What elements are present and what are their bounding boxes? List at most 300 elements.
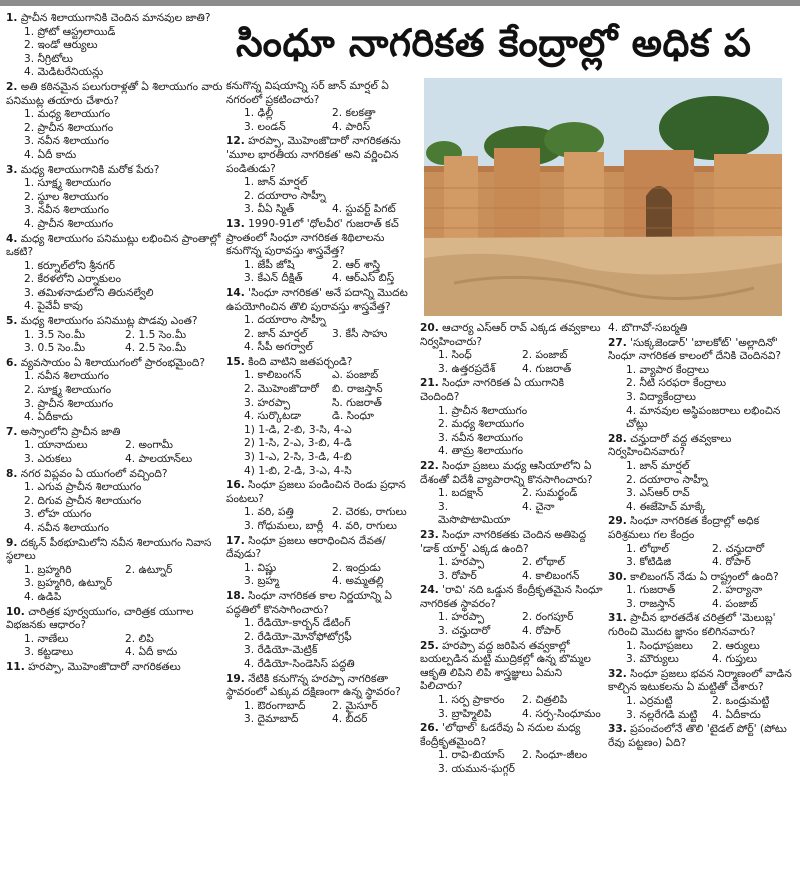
- answer-option: 2. లిపి: [125, 632, 154, 645]
- question-item: [6, 81, 226, 163]
- answer-option: 4. ఈజేహెచ్ మాక్కే: [626, 500, 706, 513]
- answer-options-row: [226, 176, 420, 190]
- answer-options-row: [226, 383, 420, 397]
- question-body: కనుగొన్న విషయాన్ని సర్ జాన్ మార్షల్ ఏ నగరంలో ప్రకటించారు?: [226, 80, 389, 106]
- question-item: [420, 460, 606, 528]
- answer-option: 1. గుజరాత్: [626, 584, 676, 597]
- question-item: [420, 722, 606, 776]
- answer-options-row: [6, 53, 226, 67]
- answer-option: 2. సింధూ-జీలం: [522, 749, 588, 762]
- answer-option: 4. సీపీ అగర్వాల్: [244, 341, 313, 354]
- answer-options-row: [608, 584, 798, 598]
- answer-options-row: [226, 631, 420, 645]
- answer-options-row: [226, 107, 420, 121]
- answer-option: 3. నవీన శిలాయుగం: [24, 204, 110, 217]
- answer-option: 2. ఇండో ఆర్యులు: [24, 39, 98, 52]
- answer-options-row: [226, 272, 420, 286]
- answer-option: 3. ఎస్ఆర్ రావ్: [626, 487, 690, 500]
- answer-option: 4. ఏదీ కాదు: [24, 148, 77, 161]
- question-body: సింధూ ప్రజలు భవన నిర్మాణంలో వాడిన కాల్చిన ఇటుకలను ఏ మట్టితో చేశారు?: [608, 667, 792, 694]
- question-item: [6, 315, 226, 356]
- question-item: [226, 356, 420, 478]
- answer-option: 4. 2.5 సెం.మీ: [125, 342, 187, 355]
- answer-option: 3. బ్రహ్మగిరి, ఉట్నూర్: [24, 577, 113, 590]
- question-number: 32.: [608, 667, 627, 680]
- answer-option: 2. చిత్రలిపి: [522, 694, 568, 707]
- question-body: నగర విప్లవం ఏ యుగంలో వచ్చింది?: [20, 467, 168, 480]
- answer-option: 2. సుమర్ఖండ్: [522, 487, 578, 500]
- answer-options-row: [6, 329, 226, 343]
- answer-option: 4. ఏదీ కాదు: [125, 646, 178, 659]
- answer-option: 3. రాజస్తాన్: [626, 597, 676, 610]
- question-item: [226, 479, 420, 533]
- answer-option: 1. హరప్పా: [438, 556, 485, 569]
- answer-option: 4. గుప్తులు: [712, 653, 758, 666]
- question-text: [6, 81, 226, 108]
- answer-option: 1. ఎగువ ప్రాచీన శిలాయుగం: [24, 481, 142, 494]
- answer-option: 4. పైవేవీ కావు: [24, 300, 83, 313]
- answer-option: 4. ప్రాచీన శిలాయుగం: [24, 217, 114, 230]
- answer-option: 3. దైమాబాద్: [244, 713, 299, 726]
- answer-options-row: [226, 562, 420, 576]
- answer-options-row: [226, 424, 420, 438]
- answer-option: 1. నాణేలు: [24, 632, 69, 645]
- question-body: నేటికి కనుగొన్న హరప్పా నాగరికతా స్థావరంలో ఎక్కువ దక్షిణంగా ఉన్న స్థావరం?: [226, 672, 401, 699]
- answer-option: 4. ఏదీకాదు: [712, 708, 761, 721]
- answer-option: 4. పాలయాన్‌లు: [125, 453, 193, 465]
- question-body: చన్హుదారో వద్ద తవ్వకాలు నిర్వహించినవారు?: [608, 432, 732, 459]
- question-text: [226, 287, 420, 314]
- answer-option: 3. బ్రాహ్మిలిపి: [438, 707, 492, 720]
- answer-options-row: [226, 397, 420, 411]
- answer-options-row: [226, 369, 420, 383]
- question-text: [608, 571, 798, 585]
- answer-option: 2. రంగపూర్: [522, 611, 574, 624]
- answer-options-row: [6, 66, 226, 80]
- question-item: [420, 322, 606, 376]
- answer-option: ఎ. పంజాబ్: [332, 369, 379, 382]
- answer-option: 2. సూక్ష్మ శిలాయుగం: [24, 384, 112, 397]
- answer-options-row: [226, 121, 420, 135]
- top-border: [0, 0, 800, 6]
- question-item: [6, 468, 226, 536]
- answer-option: 3. ఎరుకలు: [24, 453, 72, 465]
- answer-option: 4. మానవుల అస్థిపంజరాలు లభించిన చోట్లు: [626, 404, 781, 431]
- question-item: [226, 673, 420, 727]
- question-text: [6, 537, 226, 564]
- ruins-photo: [424, 78, 782, 316]
- answer-options-row: [420, 432, 606, 446]
- question-body: మధ్య శిలాయుగానికి మరోక పేరు?: [20, 163, 160, 176]
- question-text: [420, 529, 606, 556]
- answer-option: 4. ఉడిపి: [24, 590, 62, 603]
- question-number: 5.: [6, 315, 18, 328]
- answer-option: 1. ఔరంగాబాద్: [244, 699, 306, 712]
- question-body: వ్యవసాయం ఏ శిలాయుగంలో ప్రారంభమైంది?: [20, 356, 205, 369]
- question-item: [420, 377, 606, 459]
- question-number: 2.: [6, 80, 18, 93]
- answer-options-row: [608, 598, 798, 612]
- question-number: 27.: [608, 336, 627, 349]
- question-body: సింధూ నాగరికత కేంద్రాల్లో అధిక పరిశ్రమలు గల కేంద్రం: [608, 515, 760, 541]
- answer-option: 1. సూక్ష్మ శిలాయుగం: [24, 177, 112, 190]
- answer-option: 1. సర్ప ప్రాకారం: [438, 694, 505, 707]
- answer-option: 1. మధ్య శిలాయుగం: [24, 108, 111, 121]
- answer-options-row: [6, 508, 226, 522]
- answer-options-row: [608, 474, 798, 488]
- answer-options-row: [226, 410, 420, 424]
- question-item: [226, 590, 420, 672]
- question-body: చారిత్రక పూర్వయుగం, చారిత్రక యుగాల విభజనకు ఆధారం?: [6, 605, 194, 632]
- question-body: 1990-91లో 'ధోలవీర' గుజరాత్ కచ్ ప్రాంతంలో సింధూ నాగరికత శిథిలాలను కనుగొన్న పురావస్తు శాస్త్రవేత్త?: [226, 217, 399, 258]
- question-body: 'సుక్కజెండార్' 'బాలకోట్' 'అల్లాదినో' సింధూ నాగరికత కాలంలో దేనికి చెందినవి?: [608, 336, 781, 363]
- answer-option: 1. జేపీ జోషి: [244, 258, 295, 271]
- answer-options-row: [6, 495, 226, 509]
- question-text: [226, 590, 420, 617]
- answer-option: 3. మౌర్యులు: [626, 653, 679, 666]
- answer-option: 2. మధ్య శిలాయుగం: [438, 418, 525, 431]
- answer-option: 3. 0.5 సెం.మీ: [24, 342, 86, 355]
- question-item: [6, 537, 226, 605]
- answer-option: 3. కేసీ సాహు: [332, 327, 388, 340]
- question-text: [6, 315, 226, 329]
- question-number: 9.: [6, 536, 18, 549]
- answer-options-row: [6, 564, 226, 578]
- question-item: [226, 287, 420, 355]
- question-body: 'సింధూ నాగరికత' అనే పదాన్ని మొదట ఉపయోగించిన తొలి పురావస్తు శాస్త్రవేత్త?: [226, 286, 408, 313]
- question-body: సింధూ నాగరికతకు చెందిన అతిపెద్ద 'డాక్ యార్డ్' ఎక్కడ ఉంది?: [420, 528, 587, 555]
- question-item: [6, 357, 226, 425]
- answer-option: 4. చైనా: [522, 500, 555, 513]
- answer-option: 3. తమిళనాడులోని తిరునల్వేలి: [24, 286, 154, 299]
- question-number: 23.: [420, 528, 439, 541]
- answer-options-row: [6, 108, 226, 122]
- question-text: [420, 584, 606, 611]
- answer-options-row: [420, 749, 606, 763]
- question-number: 11.: [6, 660, 25, 673]
- answer-options-row: [6, 591, 226, 605]
- question-number: 13.: [226, 217, 245, 230]
- question-body: దక్కన్ పీఠభూమిలోని నవీన శిలాయుగం నివాస స్థలాలు: [6, 536, 212, 563]
- answer-options-row: [226, 203, 420, 217]
- answer-options-row: [226, 617, 420, 631]
- question-item: [6, 606, 226, 660]
- answer-options-row: [420, 708, 606, 722]
- question-number: 30.: [608, 570, 627, 583]
- answer-option: 1. లోథాల్: [626, 542, 669, 555]
- question-item: [6, 12, 226, 80]
- answer-option: 4. పారిస్: [332, 120, 371, 133]
- answer-options-row: [420, 611, 606, 625]
- answer-option: 3. బ్రహ్మ: [244, 575, 280, 588]
- answer-option: 3. కట్టడాలు: [24, 646, 74, 659]
- question-number: 3.: [6, 163, 18, 176]
- question-body: సింధూ నాగరికత ఏ యుగానికి చెందింది?: [420, 377, 565, 403]
- answer-options-row: [608, 556, 798, 570]
- answer-options-row: [226, 465, 420, 479]
- answer-option: 4. రోపార్: [712, 556, 751, 569]
- answer-option: 3. చన్హుదారో: [438, 625, 491, 638]
- answer-option: 1. సింధూప్రజలు: [626, 639, 693, 652]
- answer-options-row: [420, 625, 606, 639]
- answer-option: 1. యానాదులు: [24, 439, 88, 452]
- question-number: 29.: [608, 515, 627, 528]
- question-number: 24.: [420, 584, 439, 597]
- answer-option: 2. లోథాల్: [522, 556, 565, 569]
- question-text: [608, 612, 798, 639]
- question-number: 22.: [420, 459, 439, 472]
- question-text: [6, 233, 226, 260]
- answer-option: 2. చెరకు, రాగులు: [332, 506, 407, 519]
- question-item: [226, 80, 420, 134]
- question-body: ఆచార్య ఎస్ఆర్ రావ్ ఎక్కడ తవ్వకాలు నిర్వహించారు?: [420, 322, 601, 348]
- answer-options-row: [420, 570, 606, 584]
- page-headline: సింధూ నాగరికత కేంద్రాల్లో అధిక ప: [236, 21, 752, 65]
- answer-option: 1. రావి-బియాస్: [438, 749, 505, 762]
- question-body: ప్రాచీన శిలాయుగానికి చెందిన మానవుల జాతి?: [20, 12, 211, 24]
- question-text: [226, 479, 420, 506]
- answer-option: 3. కేఎన్ దీక్షిత్: [244, 272, 303, 285]
- answer-option: 3. మెసొపొటామియా: [438, 500, 511, 527]
- answer-option: 1. సింధ్: [438, 349, 472, 362]
- answer-option: 2. ఆర్యులు: [712, 639, 760, 652]
- question-column-2: [226, 80, 420, 728]
- answer-options-row: [6, 39, 226, 53]
- question-body: ప్రాచీన భారతదేశ చరిత్రలో 'మెలుబ్ల' గురించి మొదట జ్ఞానం కలిగినవారు?: [608, 612, 776, 639]
- question-number: 18.: [226, 589, 245, 602]
- answer-option: 2. ప్రాచీన శిలాయుగం: [24, 121, 114, 134]
- question-item: [6, 661, 226, 675]
- answer-options-row: [608, 487, 798, 501]
- question-text: [226, 135, 420, 176]
- answer-option: 1. రేడియో-కార్బన్ డేటింగ్: [244, 617, 351, 630]
- answer-option: 2. ఒండ్రుమట్టి: [712, 695, 770, 708]
- question-text: [608, 337, 798, 364]
- answer-options-row: [6, 191, 226, 205]
- answer-options-row: [6, 453, 226, 467]
- answer-option: 4. బీదర్: [332, 713, 368, 726]
- question-item: [608, 571, 798, 612]
- answer-option: 2. స్థూల శిలాయుగం: [24, 190, 109, 203]
- answer-option: 1. వ్యాపార కేంద్రాలు: [626, 363, 710, 376]
- answer-option: 3. లోహ యుగం: [24, 508, 92, 521]
- answer-options-row: [6, 122, 226, 136]
- question-text: [6, 661, 226, 675]
- question-item: [6, 233, 226, 315]
- question-body: 'లోథాల్' ఓడరేవు ఏ నదుల మధ్య కేంద్రీకృతమైంది?: [420, 722, 581, 748]
- answer-options-row: [6, 384, 226, 398]
- question-text: [608, 723, 798, 750]
- question-item: [420, 529, 606, 583]
- answer-options-row: [6, 177, 226, 191]
- answer-options-row: [6, 439, 226, 453]
- answer-option: 2. మైసూర్: [332, 699, 378, 712]
- answer-option: 2. నీటి సరఫరా కేంద్రాలు: [626, 377, 727, 390]
- answer-option: 3. నల్లరేగడి మట్టి: [626, 708, 698, 721]
- answer-option: 1. బ్రహ్మగిరి: [24, 563, 72, 576]
- question-item: [608, 668, 798, 722]
- question-body: మధ్య శిలాయుగం పనిముట్ల పొడవు ఎంత?: [20, 315, 198, 328]
- answer-options-row: [6, 577, 226, 591]
- answer-option: 4. స్టువర్ట్ పిగట్: [332, 203, 396, 216]
- answer-option: 3. నవీన శిలాయుగం: [24, 135, 110, 148]
- answer-option: 1. విష్ణు: [244, 561, 277, 574]
- answer-options-row: [608, 695, 798, 709]
- answer-option: 4. రోపార్: [522, 625, 561, 638]
- question-body: హరప్పా వద్ద జరిపిన తవ్వకాల్లో బయల్పడిన మట్టి ముద్రికల్లో ఉన్న బొమ్మల ఆకృతి లిపిని లిపి శాస్త్రజ్ఞులు ఏమని పిలిచారు?: [420, 639, 591, 693]
- question-item: [608, 723, 798, 750]
- answer-options-row: [6, 522, 226, 536]
- answer-option: 1. బదక్షాన్: [438, 487, 484, 500]
- answer-option: 1. కర్నూల్‌లోని శ్రీనగర్: [24, 259, 115, 272]
- answer-option: 1. దయారాం సాహ్నీ: [244, 314, 326, 327]
- answer-option: 1. ఎర్రమట్టి: [626, 695, 673, 708]
- answer-options-row: [6, 135, 226, 149]
- answer-options-row: [420, 487, 606, 501]
- answer-option: 3. కోటిడిజి: [626, 556, 672, 569]
- answer-option: 2. దయారాం సాహ్నీ: [626, 473, 708, 486]
- answer-options-row: [226, 658, 420, 672]
- answer-options-row: [226, 700, 420, 714]
- answer-option: 3. రోపార్: [438, 569, 477, 582]
- answer-option: డి. సింధూ: [332, 410, 374, 423]
- question-body: హరప్పా, మొహెంజొదారో నాగరికతలు: [28, 660, 181, 673]
- question-text: [226, 80, 420, 107]
- question-number: 17.: [226, 534, 245, 547]
- answer-options-row: [6, 633, 226, 647]
- answer-option: 2. పంజాబ్: [522, 349, 568, 362]
- question-text: [6, 357, 226, 371]
- answer-option: 1. కాలిబంగన్: [244, 369, 302, 382]
- question-number: 33.: [608, 723, 627, 736]
- answer-option: 4. అమ్మతల్లి: [332, 575, 384, 588]
- answer-option: 3. విద్యాకేంద్రాలు: [626, 390, 696, 403]
- answer-options-row: [6, 149, 226, 163]
- question-number: 25.: [420, 639, 439, 652]
- question-text: [6, 164, 226, 178]
- question-text: [6, 606, 226, 633]
- answer-options-row: [226, 506, 420, 520]
- question-number: 12.: [226, 135, 245, 148]
- answer-options-row: [226, 314, 420, 328]
- answer-options-row: [420, 556, 606, 570]
- answer-option: 4. ఏదీకాదు: [24, 411, 73, 424]
- answer-option: 2. ఉట్నూర్: [125, 563, 173, 576]
- answer-option: 3. నీగ్రిటోలు: [24, 52, 73, 65]
- question-number: 1.: [6, 12, 18, 24]
- question-text: [420, 640, 606, 694]
- question-item: [420, 584, 606, 638]
- answer-option: 1. నవీన శిలాయుగం: [24, 370, 110, 383]
- question-number: 26.: [420, 722, 439, 735]
- question-text: [6, 12, 226, 26]
- answer-option: 3) 1-ఎ, 2-సి, 3-డి, 4-బి: [244, 451, 352, 464]
- answer-options-row: [6, 287, 226, 301]
- question-body: మధ్య శిలాయుగం పనిముట్లు లభించిన ప్రాంతాల్లో ఒకటి?: [6, 232, 221, 259]
- question-text: [608, 322, 798, 336]
- answer-options-row: [6, 260, 226, 274]
- answer-option: 1. హరప్పా: [438, 611, 485, 624]
- question-column-4: [608, 322, 798, 751]
- question-body: ప్రపంచంలోనే తొలి 'టైడల్ పోర్ట్' (పోటు రేవు పట్టణం) ఏది?: [608, 723, 787, 749]
- answer-options-row: [226, 644, 420, 658]
- question-item: [420, 640, 606, 722]
- answer-options-row: [420, 445, 606, 459]
- answer-option: 1. ఢిల్లీ: [244, 107, 274, 120]
- answer-options-row: [608, 405, 798, 432]
- answer-option: 4. సర్ప-సింధూమం: [522, 707, 601, 720]
- question-text: [420, 322, 606, 349]
- answer-option: 3. ఉత్తరప్రదేశ్: [438, 362, 496, 375]
- question-body: కాలిబంగన్ నేడు ఏ రాష్ట్రంలో ఉంది?: [630, 570, 779, 583]
- question-number: 15.: [226, 355, 245, 368]
- answer-options-row: [6, 370, 226, 384]
- answer-option: 4. వరి, రాగులు: [332, 520, 397, 532]
- answer-option: 3. హరప్పా: [244, 396, 291, 409]
- answer-option: 2. అంగామీ: [125, 439, 173, 452]
- answer-option: 4. గుజరాత్: [522, 362, 572, 375]
- question-item: [608, 337, 798, 432]
- question-column-1: [6, 12, 226, 676]
- answer-options-row: [6, 273, 226, 287]
- question-item: [608, 515, 798, 569]
- answer-option: 2. జాన్ మార్షల్: [244, 327, 308, 340]
- answer-option: 3. గోధుమలు, బార్లీ: [244, 520, 324, 532]
- answer-options-row: [226, 713, 420, 727]
- question-body: 'రావి' నది ఒడ్డున కేంద్రీకృతమైన సింధూ నాగరికత స్థావరం?: [420, 584, 603, 610]
- question-body: సింధూ ప్రజలు మధ్య ఆసియాలోని ఏ దేశంతో విదేశీ వ్యాపారాన్ని కొనసాగించారు?: [420, 459, 593, 486]
- answer-option: 1) 1-డి, 2-బి, 3-సి, 4-ఎ: [244, 423, 352, 436]
- question-text: [226, 673, 420, 700]
- answer-option: 2. మొహెంజొదారో: [244, 383, 319, 396]
- answer-options-row: [420, 363, 606, 377]
- question-text: [608, 433, 798, 460]
- question-number: 16.: [226, 479, 245, 492]
- answer-option: 4. రేడియో-సిండెసిస్ పద్ధతి: [244, 657, 355, 670]
- answer-option: 3. వీఏ స్మిత్: [244, 203, 295, 216]
- answer-options-row: [6, 204, 226, 218]
- answer-option: 3. ప్రాచీన శిలాయుగం: [24, 397, 114, 410]
- answer-options-row: [420, 418, 606, 432]
- question-body: కింది వాటిని జతపర్చండి?: [248, 355, 353, 368]
- answer-options-row: [6, 481, 226, 495]
- answer-option: 1. జాన్ మార్షల్: [626, 459, 690, 472]
- question-number: 7.: [6, 425, 18, 438]
- answer-option: 1. జాన్ మార్షల్: [244, 176, 308, 189]
- question-text: [420, 377, 606, 404]
- answer-options-row: [608, 364, 798, 378]
- answer-options-row: [608, 640, 798, 654]
- answer-options-row: [226, 190, 420, 204]
- question-body: 4. బొగావో-సబర్మతి: [608, 322, 688, 334]
- answer-options-row: [226, 259, 420, 273]
- question-number: 20.: [420, 322, 439, 334]
- question-column-3: [420, 322, 606, 778]
- answer-option: 3. నవీన శిలాయుగం: [438, 431, 524, 444]
- question-item: [608, 612, 798, 666]
- answer-options-row: [6, 646, 226, 660]
- question-body: హరప్పా, మొహెంజొదారో నాగరికతను 'మూల భారతీయ నాగరికత' అని వర్ణించిన పండితుడు?: [226, 135, 401, 175]
- answer-option: 3. రేడియో-మెట్రిక్: [244, 644, 318, 657]
- answer-options-row: [608, 543, 798, 557]
- answer-options-row: [608, 391, 798, 405]
- answer-option: 2. కలకత్తా: [332, 107, 376, 120]
- answer-options-row: [6, 218, 226, 232]
- answer-option: 4. కాలిబంగన్: [522, 569, 580, 582]
- question-text: [6, 468, 226, 482]
- question-text: [226, 218, 420, 259]
- question-number: 14.: [226, 286, 245, 299]
